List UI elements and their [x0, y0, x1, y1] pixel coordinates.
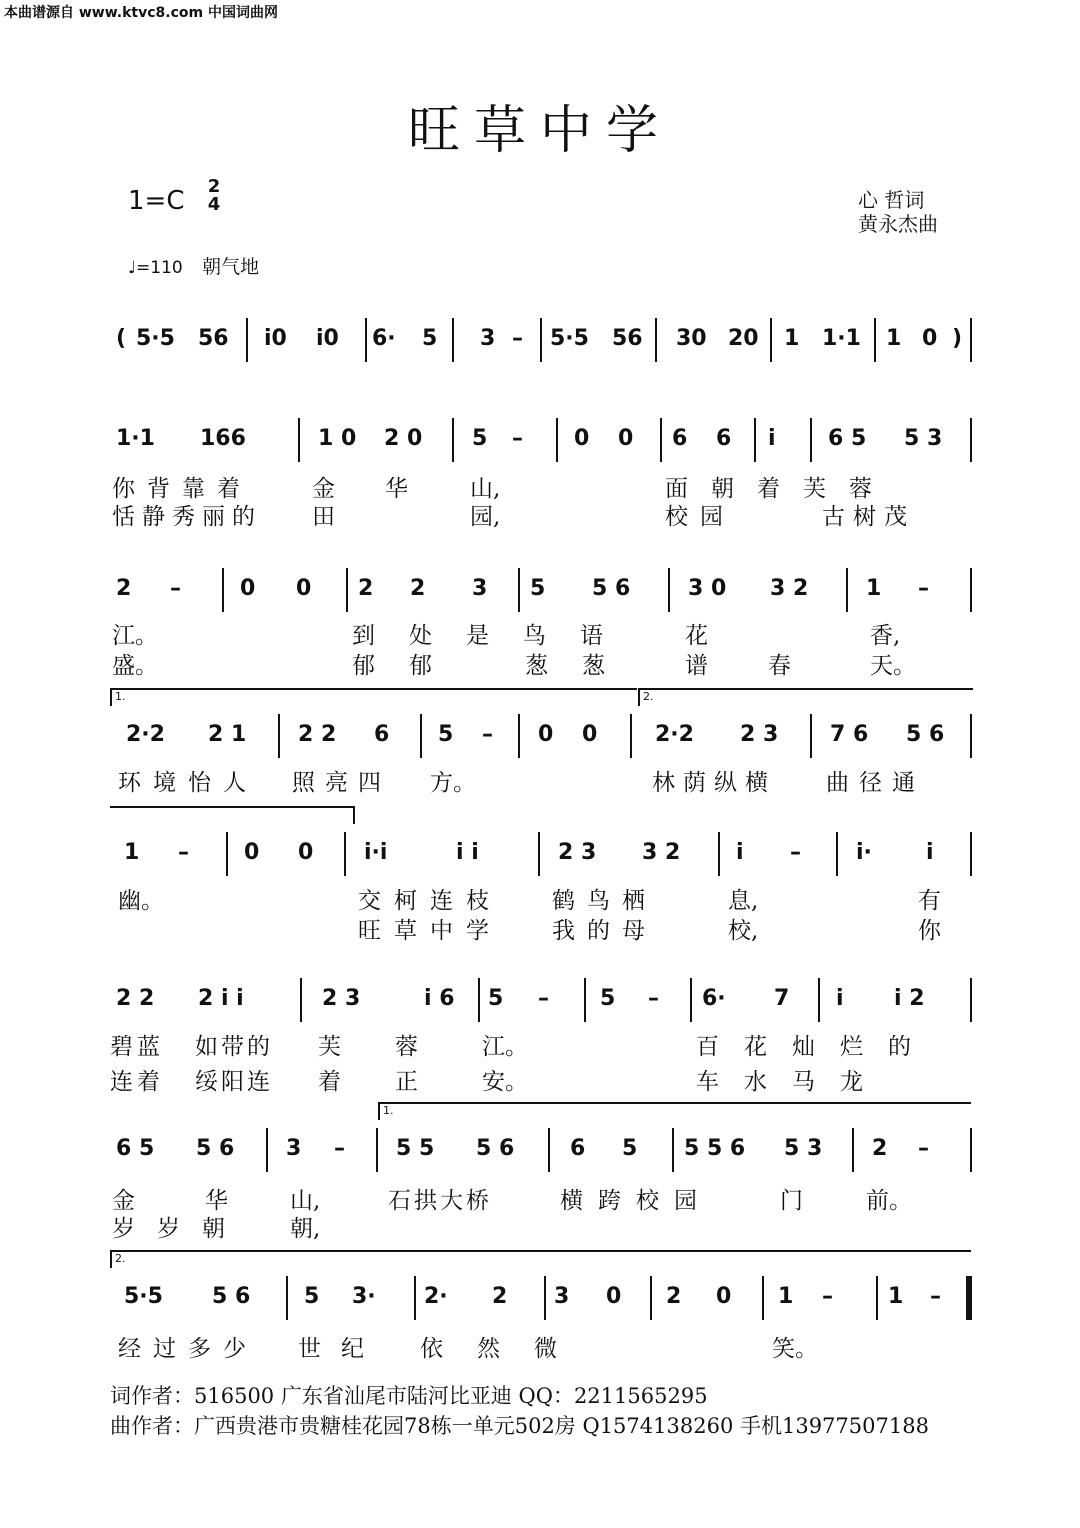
lyric: 世纪: [298, 1336, 384, 1362]
lyric: 郁郁: [352, 653, 466, 679]
bar-line: [226, 832, 228, 876]
note: 5 5 6: [684, 1136, 746, 1161]
lyric: 恬静秀丽的: [112, 504, 262, 530]
bar-line: [266, 1128, 268, 1172]
bar-line: [668, 568, 670, 612]
volta-bracket: 2.: [110, 1250, 971, 1268]
lyric: 车水马龙: [696, 1069, 888, 1095]
tempo: ♩=110: [128, 258, 183, 278]
lyric: 着: [318, 1069, 341, 1095]
note: i 6: [424, 986, 455, 1011]
volta-bracket: 1.: [378, 1102, 971, 1120]
note: 1: [886, 326, 902, 351]
bar-line: [970, 418, 972, 462]
note: –: [170, 576, 181, 601]
composer-contact: 曲作者：广西贵港市贵糖桂花园78栋一单元502房 Q1574138260 手机13977507188: [110, 1414, 929, 1438]
lyric: 校,: [728, 918, 759, 944]
note: 6: [716, 426, 732, 451]
note: 2·2: [655, 722, 694, 747]
lyric: 你背靠着: [112, 476, 252, 502]
composer: 黄永杰曲: [858, 212, 938, 236]
note: 5·5: [550, 326, 589, 351]
lyric: 花: [685, 623, 708, 649]
lyric: 环境怡人: [118, 770, 258, 796]
time-sig-bottom: 4: [207, 194, 221, 215]
note: 5 6: [212, 1284, 251, 1309]
bar-line: [414, 1276, 416, 1320]
note: i·: [856, 840, 872, 865]
note: 5: [622, 1136, 638, 1161]
lyric: 鹤鸟栖: [552, 888, 657, 914]
note: –: [512, 426, 523, 451]
note: 30: [676, 326, 707, 351]
note: –: [482, 722, 493, 747]
note: 1: [866, 576, 882, 601]
lyric: 经过多少: [118, 1336, 258, 1362]
bar-line: [770, 318, 772, 362]
lyric: 百花灿烂的: [696, 1034, 936, 1060]
note: 2: [666, 1284, 682, 1309]
lyric: 金: [112, 1188, 135, 1214]
note: 2: [410, 576, 426, 601]
note: 2 2: [298, 722, 337, 747]
note: 5 6: [476, 1136, 515, 1161]
bar-line: [836, 832, 838, 876]
bar-line: [246, 318, 248, 362]
lyric: 你: [918, 918, 941, 944]
lyric: 盛。: [112, 653, 158, 679]
lyric: 园,: [470, 504, 501, 530]
note: 3: [554, 1284, 570, 1309]
tempo-marking: [128, 252, 259, 279]
note: 2: [116, 576, 132, 601]
note: 6 5: [116, 1136, 155, 1161]
bar-line: [970, 832, 972, 876]
bar-line: [346, 568, 348, 612]
lyric: 江。: [482, 1034, 528, 1060]
note: 3 2: [770, 576, 809, 601]
bar-line: [518, 568, 520, 612]
note: 2 0: [384, 426, 423, 451]
note: 2 2: [116, 986, 155, 1011]
bar-line: [846, 568, 848, 612]
bar-line: [344, 832, 346, 876]
note: 5·5: [124, 1284, 163, 1309]
lyric: 校园: [665, 504, 735, 530]
note: 6: [374, 722, 390, 747]
note: –: [790, 840, 801, 865]
note: i0: [316, 326, 339, 351]
note: 0: [298, 840, 314, 865]
note: –: [918, 576, 929, 601]
bar-line: [478, 978, 480, 1022]
lyric: 前。: [866, 1188, 912, 1214]
note: 1: [778, 1284, 794, 1309]
note: 2·2: [126, 722, 165, 747]
note: 2: [492, 1284, 508, 1309]
lyric: 交柯连枝: [358, 888, 502, 914]
note: 0: [240, 576, 256, 601]
lyric: 金: [312, 476, 335, 502]
note: i·i: [364, 840, 388, 865]
bar-line: [298, 418, 300, 462]
note: 3 0: [688, 576, 727, 601]
note: 56: [198, 326, 229, 351]
lyric: 山,: [290, 1188, 321, 1214]
note: 5: [422, 326, 438, 351]
note: 3: [480, 326, 496, 351]
note: 5 3: [904, 426, 943, 451]
note: 2 3: [740, 722, 779, 747]
credits: [858, 188, 938, 236]
note: 0: [574, 426, 590, 451]
note: 6 5: [828, 426, 867, 451]
note: 5 5: [396, 1136, 435, 1161]
note: i: [926, 840, 934, 865]
note: i: [736, 840, 744, 865]
note: i i: [456, 840, 479, 865]
note: 5: [438, 722, 454, 747]
bar-line: [222, 568, 224, 612]
note: 3·: [352, 1284, 376, 1309]
bar-line: [544, 1276, 546, 1320]
bar-line: [538, 832, 540, 876]
lyric: 绥阳连: [195, 1069, 273, 1095]
note: 2 1: [208, 722, 247, 747]
bar-line: [818, 978, 820, 1022]
note: ): [952, 326, 963, 351]
lyric: 照亮四: [292, 770, 391, 796]
note: i 2: [894, 986, 925, 1011]
bar-line: [420, 714, 422, 758]
lyric: 旺草中学: [358, 918, 502, 944]
note: 0: [606, 1284, 622, 1309]
lyric: 方。: [430, 770, 476, 796]
source-note: 本曲谱源自 www.ktvc8.com 中国词曲网: [4, 5, 278, 21]
lyricist-contact: 词作者：516500 广东省汕尾市陆河比亚迪 QQ：2211565295: [110, 1384, 708, 1408]
note: 1·1: [822, 326, 861, 351]
lyric: 笑。: [772, 1336, 818, 1362]
lyric: 碧蓝: [110, 1034, 164, 1060]
volta-bracket-end: [110, 806, 355, 824]
note: 7 6: [830, 722, 869, 747]
bar-line: [300, 978, 302, 1022]
lyric: 山,: [470, 476, 501, 502]
note: –: [918, 1136, 929, 1161]
lyric: 林荫纵横: [652, 770, 776, 796]
note: 6: [570, 1136, 586, 1161]
lyric: 岁岁朝: [112, 1216, 247, 1242]
note: 20: [728, 326, 759, 351]
bar-line: [762, 1276, 764, 1320]
note: 0: [582, 722, 598, 747]
bar-line: [852, 1128, 854, 1172]
note: –: [822, 1284, 833, 1309]
lyric: 如带的: [195, 1034, 273, 1060]
lyric: 田: [312, 504, 335, 530]
lyric: 横跨校园: [560, 1188, 712, 1214]
bar-line: [518, 714, 520, 758]
note: 2 i i: [198, 986, 244, 1011]
bar-line: [690, 978, 692, 1022]
lyric: 芙: [318, 1034, 341, 1060]
note: 5: [472, 426, 488, 451]
note: i: [768, 426, 776, 451]
note: 6: [672, 426, 688, 451]
lyric: 面朝着芙蓉: [665, 476, 895, 502]
final-bar-line: [966, 1276, 970, 1320]
note: 1 0: [318, 426, 357, 451]
note: 5: [488, 986, 504, 1011]
note: 0: [244, 840, 260, 865]
bar-line: [548, 1128, 550, 1172]
lyric: 有: [918, 888, 941, 914]
bar-line: [650, 1276, 652, 1320]
note: 166: [200, 426, 246, 451]
note: 5 6: [906, 722, 945, 747]
lyricist: 心 哲词: [858, 188, 925, 212]
note: 0: [296, 576, 312, 601]
note: 5 6: [196, 1136, 235, 1161]
bar-line: [970, 978, 972, 1022]
bar-line: [365, 318, 367, 362]
bar-line: [452, 318, 454, 362]
note: 1: [124, 840, 140, 865]
bar-line: [874, 318, 876, 362]
key-signature: 1=C: [128, 186, 185, 216]
lyric: 依然微: [420, 1336, 591, 1362]
note: 0: [618, 426, 634, 451]
bar-line: [286, 1276, 288, 1320]
note: 6·: [702, 986, 726, 1011]
note: 2: [872, 1136, 888, 1161]
bar-line: [452, 418, 454, 462]
lyric: 正: [395, 1069, 418, 1095]
note: 0: [922, 326, 938, 351]
note: 2 3: [558, 840, 597, 865]
bar-line: [970, 318, 972, 362]
mood: 朝气地: [202, 256, 260, 278]
bar-line: [672, 1128, 674, 1172]
note: –: [648, 986, 659, 1011]
lyric: 朝,: [290, 1216, 321, 1242]
bar-line: [970, 568, 972, 612]
note: 5: [600, 986, 616, 1011]
bar-line: [556, 418, 558, 462]
note: 2: [358, 576, 374, 601]
lyric: 华: [205, 1188, 228, 1214]
note: 5 6: [592, 576, 631, 601]
note: 5·5: [136, 326, 175, 351]
lyric: 蓉: [395, 1034, 418, 1060]
lyric: 息,: [728, 888, 759, 914]
note: 6·: [372, 326, 396, 351]
note: 5: [530, 576, 546, 601]
note: 1: [784, 326, 800, 351]
note: i0: [264, 326, 287, 351]
lyric: 谱春: [685, 653, 851, 679]
bar-line: [630, 714, 632, 758]
note: –: [512, 326, 523, 351]
volta-bracket: 2.: [638, 688, 973, 706]
bar-line: [810, 714, 812, 758]
bar-line: [660, 418, 662, 462]
lyric: 门: [780, 1188, 803, 1214]
bar-line: [584, 978, 586, 1022]
lyric: 香,: [870, 623, 901, 649]
note: 1·1: [116, 426, 155, 451]
note: 2 3: [322, 986, 361, 1011]
bar-line: [970, 1276, 972, 1320]
song-title: 旺草中学: [407, 101, 672, 161]
note: –: [334, 1136, 345, 1161]
bar-line: [754, 418, 756, 462]
lyric: 幽。: [118, 888, 164, 914]
lyric: 葱葱: [525, 653, 639, 679]
lyric: 古树茂: [822, 504, 915, 530]
bar-line: [540, 318, 542, 362]
note: –: [538, 986, 549, 1011]
volta-bracket: 1.: [110, 688, 637, 706]
note: 2·: [424, 1284, 448, 1309]
bar-line: [810, 418, 812, 462]
lyric: 曲径通: [826, 770, 925, 796]
time-signature: [204, 178, 224, 214]
time-sig-top: 2: [207, 176, 221, 197]
note: –: [178, 840, 189, 865]
note: (: [116, 326, 127, 351]
lyric: 到处是鸟语: [352, 623, 637, 649]
lyric: 石拱大桥: [388, 1188, 492, 1214]
lyric: 连着: [110, 1069, 164, 1095]
lyric: 我的母: [552, 918, 657, 944]
lyric: 天。: [870, 653, 916, 679]
bar-line: [655, 318, 657, 362]
bar-line: [876, 1276, 878, 1320]
note: 5 3: [784, 1136, 823, 1161]
bar-line: [718, 832, 720, 876]
bar-line: [970, 1128, 972, 1172]
note: –: [930, 1284, 941, 1309]
note: 0: [538, 722, 554, 747]
note: i: [836, 986, 844, 1011]
note: 3: [286, 1136, 302, 1161]
bar-line: [376, 1128, 378, 1172]
bar-line: [278, 714, 280, 758]
note: 7: [774, 986, 790, 1011]
note: 0: [716, 1284, 732, 1309]
lyric: 江。: [112, 623, 158, 649]
lyric: 华: [385, 476, 408, 502]
lyric: 安。: [482, 1069, 528, 1095]
bar-line: [970, 714, 972, 758]
note: 3: [472, 576, 488, 601]
note: 5: [304, 1284, 320, 1309]
note: 1: [888, 1284, 904, 1309]
note: 56: [612, 326, 643, 351]
note: 3 2: [642, 840, 681, 865]
